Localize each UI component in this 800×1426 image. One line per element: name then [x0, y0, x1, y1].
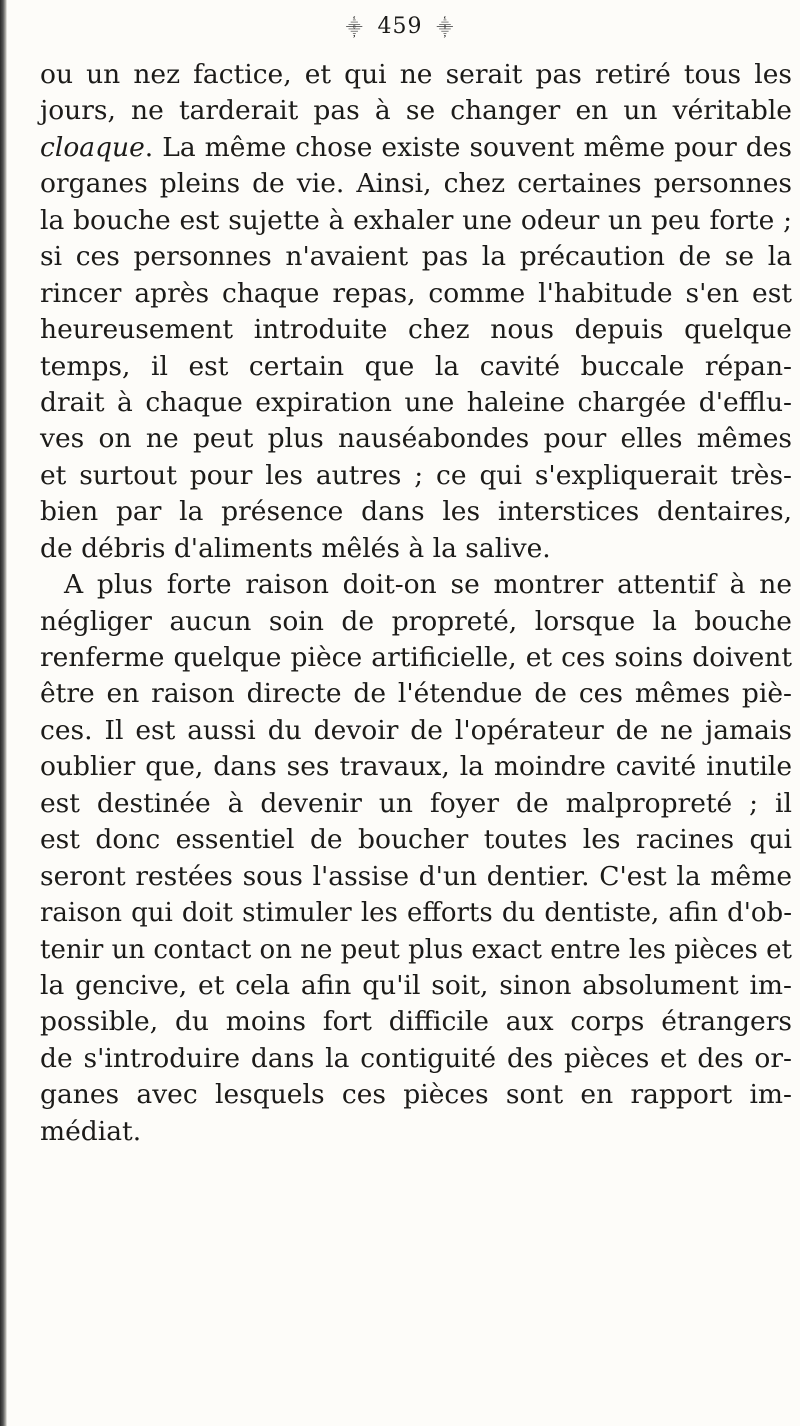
text-run: . La même chose existe souvent même pour des [144, 131, 792, 163]
page-number: 459 [377, 14, 423, 39]
page-header [0, 14, 800, 39]
italic-word: cloaque [40, 131, 145, 163]
text-line: oublier que, dans ses travaux, la moindre cavité inutile [40, 751, 792, 783]
text-line [40, 130, 792, 166]
text-line: ces. Il est aussi du devoir de l'opérateur de ne jamais [40, 714, 792, 746]
ornament-left-icon: ⸎ [345, 18, 364, 37]
text-line: ou un nez factice, et qui ne serait pas retiré tous les [40, 59, 792, 90]
paragraph-end-line: médiat. [40, 1115, 142, 1147]
text-line: ganes avec lesquels ces pièces sont en rapport im- [40, 1079, 792, 1111]
paragraph-start-line: A plus forte raison doit-on se montrer attentif à ne [64, 569, 792, 601]
text-line: est donc essentiel de boucher toutes les racines qui [40, 824, 792, 856]
text-line: de s'introduire dans la contiguité des pièces et des or- [40, 1042, 792, 1074]
text-line: bien par la présence dans les interstices dentaires, [40, 496, 792, 528]
binding-edge [0, 0, 7, 1426]
text-line: renferme quelque pièce artificielle, et ces soins doivent [40, 642, 792, 673]
text-line: heureusement introduite chez nous depuis quelque [40, 314, 792, 346]
text-line: jours, ne tarderait pas à se changer en un véritable [40, 95, 792, 127]
text-line: rincer après chaque repas, comme l'habitude s'en est [40, 277, 792, 309]
text-line: ves on ne peut plus nauséabondes pour elles mêmes [40, 423, 792, 455]
text-line: raison qui doit stimuler les efforts du dentiste, afin d'ob- [40, 898, 792, 929]
text-line: être en raison directe de l'étendue de ces mêmes piè- [40, 678, 792, 710]
text-line: organes pleins de vie. Ainsi, chez certaines personnes [40, 168, 792, 200]
text-line: drait à chaque expiration une haleine chargée d'efflu- [40, 386, 792, 418]
text-line: négliger aucun soin de propreté, lorsque la bouche [40, 605, 792, 637]
text-line: la gencive, et cela afin qu'il soit, sinon absolument im- [40, 969, 792, 1001]
ornament-right-icon: ⸎ [436, 18, 455, 37]
text-line: possible, du moins fort difficile aux corps étrangers [40, 1006, 792, 1038]
body-text [40, 57, 792, 1150]
text-line: et surtout pour les autres ; ce qui s'expliquerait très- [40, 459, 792, 491]
paragraph-end-line: de débris d'aliments mêlés à la salive. [40, 532, 551, 564]
text-line: tenir un contact on ne peut plus exact entre les pièces et [40, 934, 792, 965]
text-line: la bouche est sujette à exhaler une odeur un peu forte ; [40, 204, 792, 236]
text-line: seront restées sous l'assise d'un dentier. C'est la même [40, 860, 792, 892]
text-line: si ces personnes n'avaient pas la précaution de se la [40, 241, 792, 273]
text-line: temps, il est certain que la cavité buccale répan- [40, 350, 792, 382]
text-line: est destinée à devenir un foyer de malpropreté ; il [40, 787, 792, 819]
